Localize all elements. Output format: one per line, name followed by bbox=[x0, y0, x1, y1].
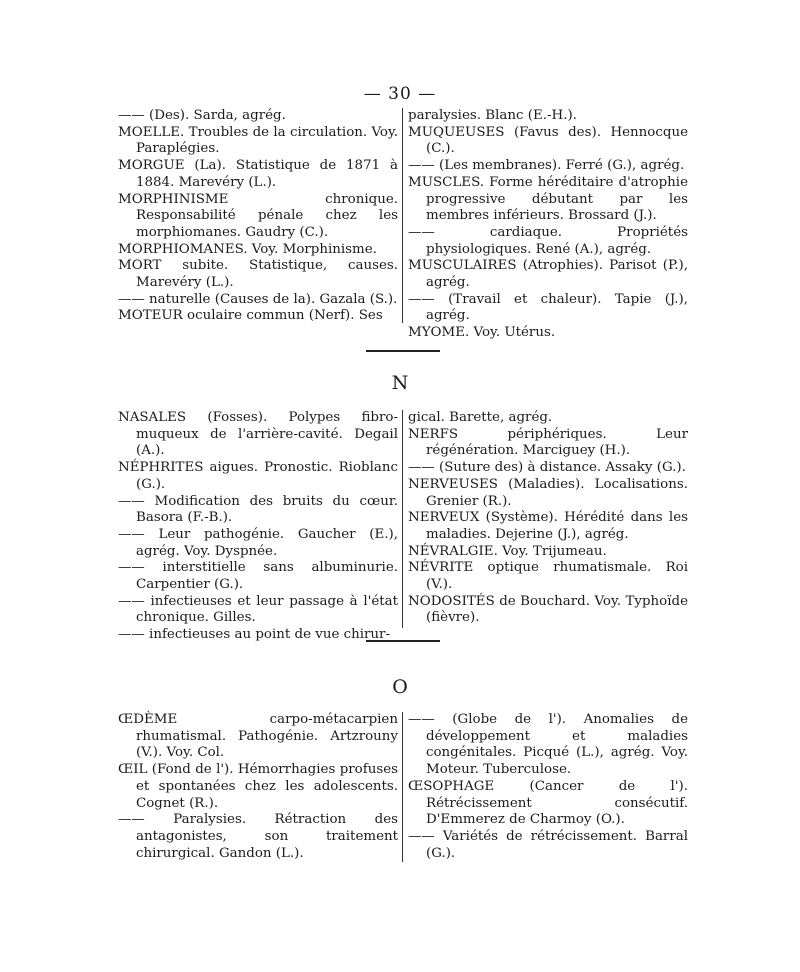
index-entry: NASALES (Fosses). Polypes fibro-muqueux de l'arrière-cavité. Degail (A.). bbox=[118, 410, 398, 459]
section-n bbox=[118, 410, 688, 643]
index-entry: —— cardiaque. Propriétés physiologiques. René (A.), agrég. bbox=[408, 224, 688, 257]
index-entry: —— infectieuses au point de vue chirur- bbox=[118, 627, 390, 643]
section-m-right-column bbox=[408, 108, 688, 341]
index-entry: —— Paralysies. Rétraction des antagonistes, son traitement chirurgical. Gandon (L.). bbox=[118, 812, 398, 861]
index-entry: ŒIL (Fond de l'). Hémorrhagies profuses et spontanées chez les adolescents. Cognet (R.). bbox=[118, 762, 398, 811]
index-entry: —— (Globe de l'). Anomalies de développement et maladies congénitales. Picqué (L.), agrég. Voy. Moteur. Tuberculose. bbox=[408, 712, 688, 778]
index-entry: —— (Travail et chaleur). Tapie (J.), agrég. bbox=[408, 291, 688, 324]
index-entry: MOELLE. Troubles de la circulation. Voy. Paraplégies. bbox=[118, 124, 398, 157]
index-entry: paralysies. Blanc (E.-H.). bbox=[408, 108, 577, 123]
index-entry: NERVEUX (Système). Hérédité dans les maladies. Dejerine (J.), agrég. bbox=[408, 510, 688, 542]
index-entry: NÉPHRITES aigues. Pronostic. Rioblanc (G.). bbox=[118, 460, 398, 492]
index-entry: NODOSITÉS de Bouchard. Voy. Typhoïde (fièvre). bbox=[408, 593, 688, 626]
index-entry: —— interstitielle sans albuminurie. Carpentier (G.). bbox=[118, 560, 398, 593]
section-o bbox=[118, 712, 688, 862]
section-m bbox=[118, 108, 688, 341]
page-number: — 30 — bbox=[363, 84, 437, 104]
section-letter-n: N bbox=[391, 372, 409, 394]
column-divider bbox=[402, 410, 403, 628]
index-entry: MUSCULAIRES (Atrophies). Parisot (P.), agrég. bbox=[408, 258, 688, 291]
index-entry: NERFS périphériques. Leur régénération. Marciguey (H.). bbox=[408, 426, 688, 459]
column-divider bbox=[402, 712, 403, 862]
index-entry: —— naturelle (Causes de la). Gazala (S.). bbox=[118, 291, 398, 307]
section-o-right-column bbox=[408, 712, 688, 862]
index-entry: —— (Suture des) à distance. Assaky (G.). bbox=[408, 460, 686, 476]
index-entry: —— Modification des bruits du cœur. Basora (F.-B.). bbox=[118, 493, 398, 526]
index-entry: MORT subite. Statistique, causes. Marevéry (L.). bbox=[118, 258, 398, 291]
column-divider bbox=[402, 108, 403, 323]
section-rule bbox=[366, 640, 440, 642]
index-entry: —— (Les membranes). Ferré (G.), agrég. bbox=[408, 158, 685, 174]
section-rule bbox=[366, 350, 440, 352]
index-entry: MOTEUR oculaire commun (Nerf). Ses bbox=[118, 308, 383, 324]
section-n-right-column bbox=[408, 410, 688, 628]
index-entry: MYOME. Voy. Utérus. bbox=[408, 325, 556, 341]
section-m-left-column bbox=[118, 108, 398, 323]
section-o-left-column bbox=[118, 712, 398, 862]
section-n-left-column bbox=[118, 410, 398, 643]
index-entry: NÉVRALGIE. Voy. Trijumeau. bbox=[408, 543, 607, 559]
index-entry: MORPHIOMANES. Voy. Morphinisme. bbox=[118, 241, 377, 257]
index-entry: —— Leur pathogénie. Gaucher (E.), agrég. Voy. Dyspnée. bbox=[118, 526, 398, 559]
index-entry: NERVEUSES (Maladies). Localisations. Grenier (R.). bbox=[408, 476, 688, 509]
index-entry: ŒSOPHAGE (Cancer de l'). Rétrécissement consécutif. D'Emmerez de Charmoy (O.). bbox=[408, 778, 688, 828]
section-letter-o: O bbox=[392, 676, 408, 698]
index-entry: MORPHINISME chronique. Responsabilité pénale chez les morphiomanes. Gaudry (C.). bbox=[118, 191, 398, 240]
index-entry: MORGUE (La). Statistique de 1871 à 1884. Marevéry (L.). bbox=[118, 158, 398, 190]
index-entry: —— Variétés de rétrécissement. Barral (G.). bbox=[408, 828, 688, 861]
index-entry: gical. Barette, agrég. bbox=[408, 410, 553, 425]
index-entry: —— infectieuses et leur passage à l'état chronique. Gilles. bbox=[118, 593, 398, 626]
index-entry: MUQUEUSES (Favus des). Hennocque (C.). bbox=[408, 124, 688, 157]
index-entry: —— (Des). Sarda, agrég. bbox=[118, 108, 286, 123]
index-entry: MUSCLES. Forme héréditaire d'atrophie progressive débutant par les membres inférieurs. Brossard (J.). bbox=[408, 174, 688, 224]
index-entry: ŒDÈME carpo-métacarpien rhumatismal. Pathogénie. Artzrouny (V.). Voy. Col. bbox=[118, 712, 398, 761]
index-entry: NÉVRITE optique rhumatismale. Roi (V.). bbox=[408, 560, 688, 593]
